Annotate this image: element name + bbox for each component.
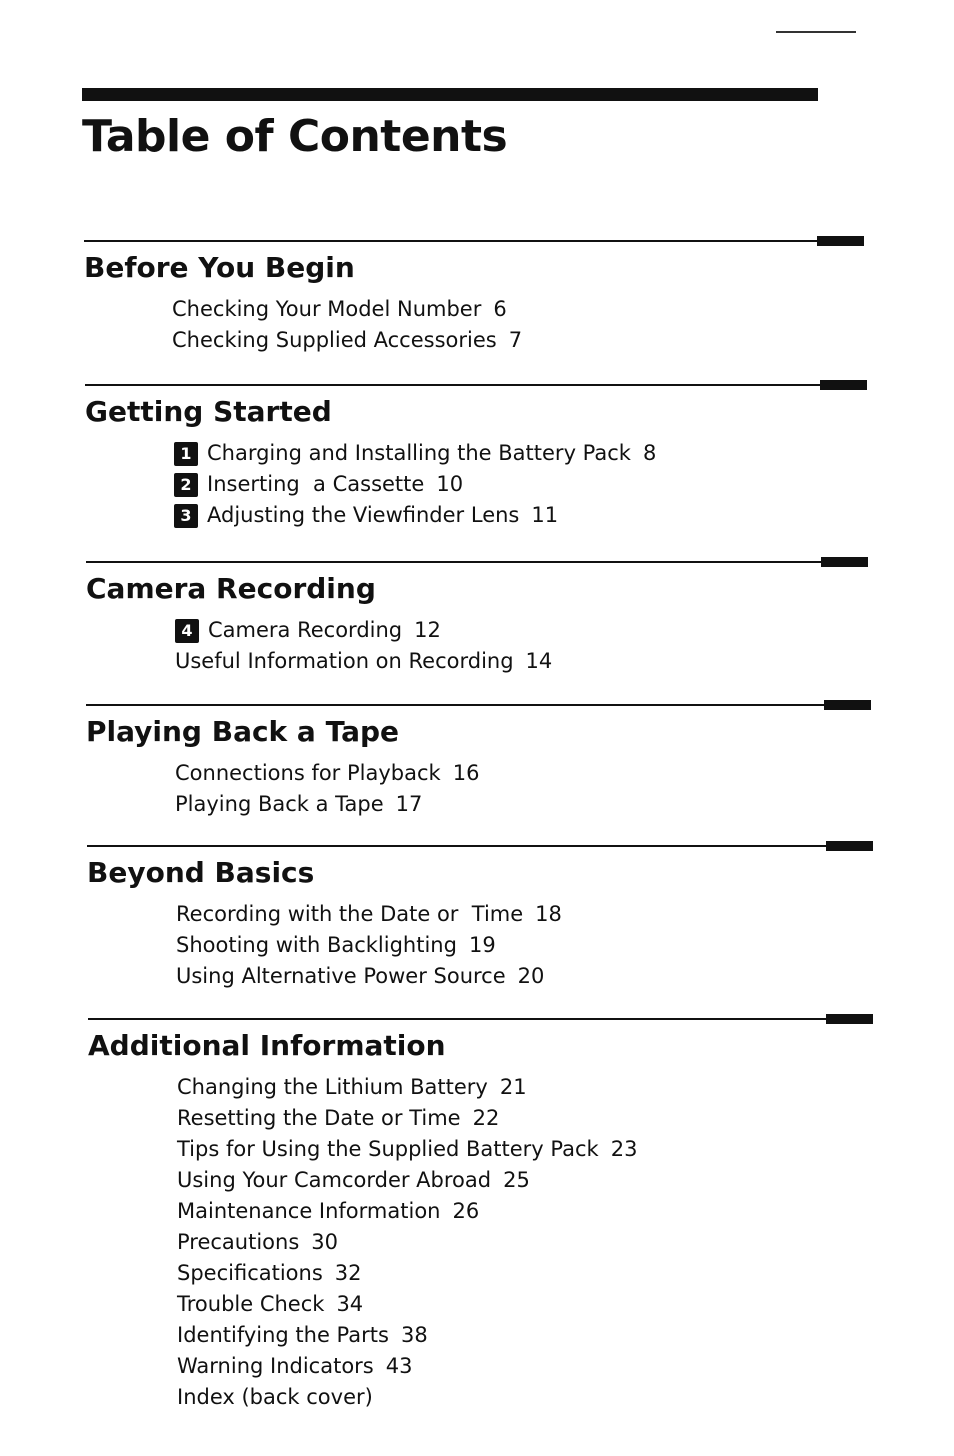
toc-entry[interactable]: [177, 1258, 637, 1289]
section-tab-marker: [820, 380, 867, 390]
section-entry-list: [177, 1072, 637, 1413]
entry-page-number: 16: [452, 761, 480, 785]
toc-entry[interactable]: [177, 1072, 637, 1103]
entry-page-number: 21: [499, 1075, 527, 1099]
toc-entry[interactable]: [174, 438, 656, 469]
entry-title: Checking Supplied Accessories: [172, 328, 497, 352]
toc-entry[interactable]: [175, 789, 479, 820]
page-corner-rule: [776, 31, 856, 33]
entry-title: Adjusting the Viewfinder Lens: [207, 503, 520, 527]
entry-page-number: 18: [535, 902, 562, 926]
toc-entry[interactable]: [175, 646, 552, 677]
step-number-badge: 1: [174, 442, 198, 466]
entry-title: Using Your Camcorder Abroad: [177, 1168, 492, 1192]
section-rule: [88, 1018, 828, 1020]
toc-entry[interactable]: [177, 1289, 637, 1320]
section-rule: [87, 845, 827, 847]
toc-entry[interactable]: [175, 615, 552, 646]
entry-title: Shooting with Backlighting: [176, 933, 457, 957]
toc-entry[interactable]: [177, 1134, 637, 1165]
entry-title: Index (back cover): [177, 1385, 373, 1409]
toc-entry[interactable]: [176, 961, 562, 992]
entry-page-number: 25: [503, 1168, 530, 1192]
step-number-badge: 3: [174, 504, 198, 528]
entry-page-number: 30: [311, 1230, 339, 1254]
section-rule: [85, 384, 821, 386]
toc-entry[interactable]: [177, 1103, 637, 1134]
toc-entry[interactable]: [177, 1382, 637, 1413]
entry-page-number: 20: [517, 964, 545, 988]
entry-page-number: 7: [508, 328, 523, 352]
section-entry-list: [175, 615, 552, 677]
section-tab-marker: [826, 841, 873, 851]
entry-page-number: 26: [452, 1199, 480, 1223]
section-tab-marker: [817, 236, 864, 246]
toc-entry[interactable]: [176, 930, 562, 961]
entry-title: Useful Information on Recording: [175, 649, 514, 673]
section-heading: Camera Recording: [86, 572, 376, 605]
entry-page-number: 14: [525, 649, 553, 673]
toc-entry[interactable]: [176, 899, 562, 930]
page-title: Table of Contents: [82, 111, 508, 162]
section-entry-list: [176, 899, 562, 992]
entry-title: Identifying the Parts: [177, 1323, 389, 1347]
entry-title: Resetting the Date or Time: [177, 1106, 461, 1130]
title-bar: [82, 88, 818, 101]
section-heading: Additional Information: [88, 1029, 446, 1062]
section-tab-marker: [821, 557, 868, 567]
entry-page-number: 19: [468, 933, 496, 957]
toc-entry[interactable]: [174, 500, 656, 531]
section-tab-marker: [826, 1014, 873, 1024]
toc-entry[interactable]: [177, 1351, 637, 1382]
section-entry-list: [175, 758, 479, 820]
entry-page-number: 34: [336, 1292, 364, 1316]
step-number-badge: 4: [175, 619, 199, 643]
toc-entry[interactable]: [174, 469, 656, 500]
entry-title: Tips for Using the Supplied Battery Pack: [177, 1137, 599, 1161]
entry-title: Playing Back a Tape: [175, 792, 384, 816]
toc-entry[interactable]: [172, 294, 522, 325]
section-rule: [86, 561, 822, 563]
entry-page-number: 23: [610, 1137, 638, 1161]
section-heading: Playing Back a Tape: [86, 715, 399, 748]
entry-title: Specifications: [177, 1261, 323, 1285]
toc-entry[interactable]: [177, 1227, 637, 1258]
entry-title: Checking Your Model Number: [172, 297, 482, 321]
entry-title: Camera Recording: [208, 618, 403, 642]
entry-page-number: 8: [642, 441, 657, 465]
entry-title: Precautions: [177, 1230, 300, 1254]
section-tab-marker: [824, 700, 871, 710]
entry-page-number: 12: [414, 618, 441, 642]
entry-page-number: 22: [472, 1106, 500, 1130]
section-heading: Beyond Basics: [87, 856, 315, 889]
entry-title: Connections for Playback: [175, 761, 441, 785]
toc-entry[interactable]: [177, 1196, 637, 1227]
entry-page-number: 32: [334, 1261, 362, 1285]
toc-entry[interactable]: [177, 1165, 637, 1196]
toc-entry[interactable]: [177, 1320, 637, 1351]
section-entry-list: [174, 438, 656, 531]
section-heading: Before You Begin: [84, 251, 355, 284]
entry-page-number: 17: [395, 792, 423, 816]
entry-page-number: 10: [436, 472, 464, 496]
entry-title: Changing the Lithium Battery: [177, 1075, 488, 1099]
toc-entry[interactable]: [175, 758, 479, 789]
entry-page-number: 6: [493, 297, 507, 321]
entry-title: Warning Indicators: [177, 1354, 374, 1378]
section-rule: [84, 240, 820, 242]
entry-title: Maintenance Information: [177, 1199, 441, 1223]
toc-entry[interactable]: [172, 325, 522, 356]
section-heading: Getting Started: [85, 395, 332, 428]
entry-title: Trouble Check: [177, 1292, 325, 1316]
entry-page-number: 43: [385, 1354, 413, 1378]
entry-title: Recording with the Date or Time: [176, 902, 524, 926]
entry-page-number: 38: [400, 1323, 428, 1347]
entry-title: Inserting a Cassette: [207, 472, 425, 496]
entry-page-number: 11: [531, 503, 559, 527]
section-entry-list: [172, 294, 522, 356]
step-number-badge: 2: [174, 473, 198, 497]
section-rule: [86, 704, 826, 706]
entry-title: Charging and Installing the Battery Pack: [207, 441, 631, 465]
entry-title: Using Alternative Power Source: [176, 964, 506, 988]
